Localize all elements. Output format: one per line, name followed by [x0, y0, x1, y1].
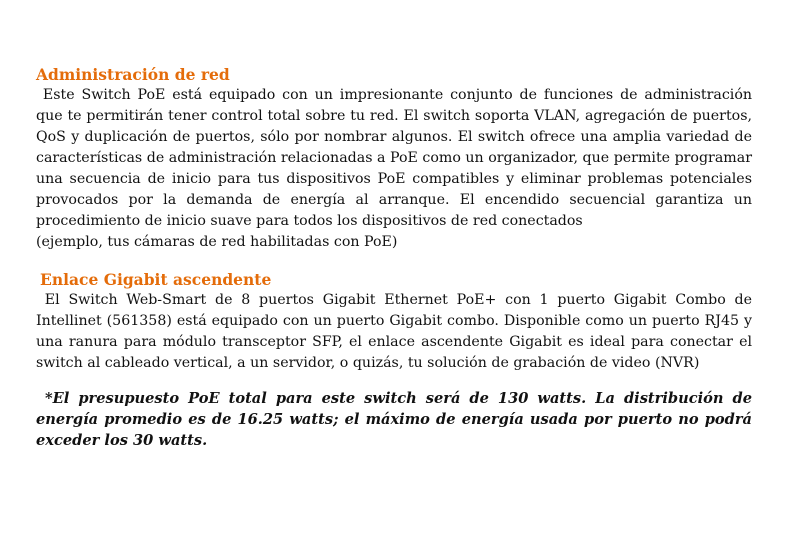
heading-network-administration: Administración de red — [36, 65, 230, 84]
section-gigabit-uplink — [36, 270, 757, 374]
heading-gigabit-uplink: Enlace Gigabit ascendente — [40, 270, 272, 289]
paragraph-network-administration — [36, 85, 757, 253]
section-network-administration — [36, 65, 757, 253]
paragraph-network-administration-main: Este Switch PoE está equipado con un impresionante conjunto de funciones de administración que te permitirán tener control total sobre tu red. El switch soporta VLAN, agregación de puertos, QoS y duplicación de puertos, sólo por nombrar algunos. El switch ofrece una amplia variedad de características de administración relacionadas a PoE como un organizador, que permite programar una secuencia de inicio para tus dispositivos PoE compatibles y eliminar problemas potenciales provocados por la demanda de energía al arranque. El encendido secuencial garantiza un procedimiento de inicio suave para todos los dispositivos de red conectados — [36, 87, 757, 229]
document-body — [36, 65, 758, 466]
poe-budget-note: *El presupuesto PoE total para este switch será de 130 watts. La distribución de energía promedio es de 16.25 watts; el máximo de energía usada por puerto no podrá exceder los 30 watts. — [36, 390, 758, 449]
paragraph-network-administration-tail: (ejemplo, tus cámaras de red habilitadas con PoE) — [36, 234, 398, 250]
paragraph-gigabit-uplink: El Switch Web-Smart de 8 puertos Gigabit Ethernet PoE+ con 1 puerto Gigabit Combo de Intellinet (561358) está equipado con un puerto Gigabit combo. Disponible como un puerto RJ45 y una ranura para módulo transceptor SFP, el enlace ascendente Gigabit es ideal para conectar el switch al cableado vertical, a un servidor, o quizás, tu solución de grabación de video (NVR) — [36, 292, 757, 371]
